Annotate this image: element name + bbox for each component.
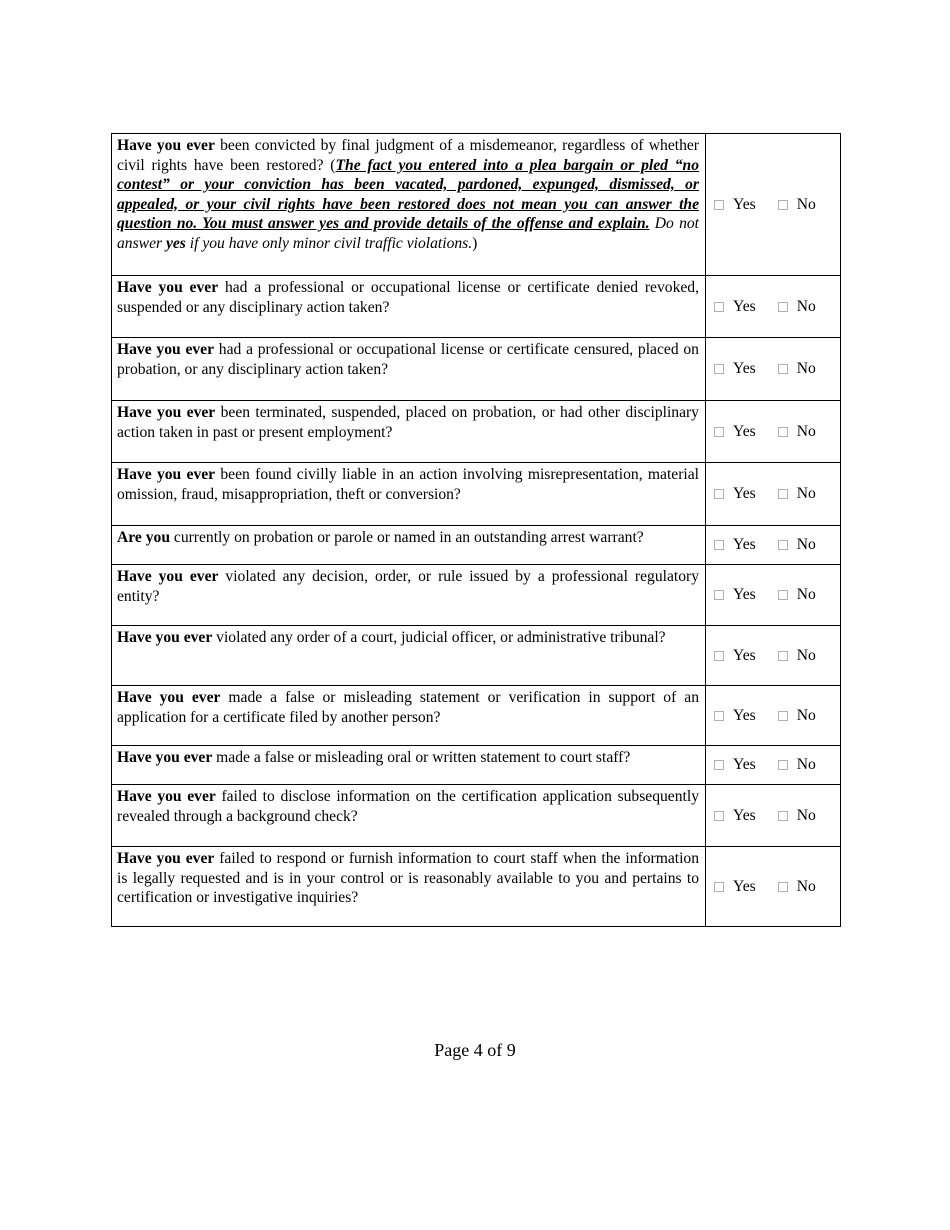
yes-checkbox[interactable] xyxy=(714,540,724,550)
answer-options xyxy=(706,423,840,441)
no-checkbox[interactable] xyxy=(778,651,788,661)
question-text xyxy=(112,338,706,401)
question-lead: Are you xyxy=(117,529,170,546)
question-text xyxy=(112,401,706,463)
question-text xyxy=(112,526,706,565)
no-option[interactable] xyxy=(778,536,816,554)
question-body: currently on probation or parole or named in an outstanding arrest warrant? xyxy=(170,529,644,546)
question-lead: Have you ever xyxy=(117,341,215,358)
yes-checkbox[interactable] xyxy=(714,882,724,892)
no-label: No xyxy=(796,706,816,724)
no-checkbox[interactable] xyxy=(778,302,788,312)
no-checkbox[interactable] xyxy=(778,711,788,721)
no-checkbox[interactable] xyxy=(778,760,788,770)
no-label: No xyxy=(796,646,816,664)
yes-option[interactable] xyxy=(714,536,756,554)
answer-cell xyxy=(706,565,841,626)
answer-options xyxy=(706,707,840,725)
question-lead: Have you ever xyxy=(117,788,216,805)
answer-cell xyxy=(706,401,841,463)
questionnaire-body xyxy=(112,134,841,927)
yes-option[interactable] xyxy=(714,647,756,665)
yes-checkbox[interactable] xyxy=(714,427,724,437)
no-checkbox[interactable] xyxy=(778,811,788,821)
no-option[interactable] xyxy=(778,298,816,316)
no-option[interactable] xyxy=(778,196,816,214)
question-lead: Have you ever xyxy=(117,568,219,585)
no-label: No xyxy=(796,586,816,603)
no-checkbox[interactable] xyxy=(778,489,788,499)
no-option[interactable] xyxy=(778,707,816,725)
answer-cell xyxy=(706,338,841,401)
page-number: Page 4 of 9 xyxy=(434,1040,516,1060)
no-checkbox[interactable] xyxy=(778,882,788,892)
yes-label: Yes xyxy=(733,877,756,895)
question-lead: Have you ever xyxy=(117,466,216,483)
no-label: No xyxy=(796,536,816,553)
question-text xyxy=(112,847,706,927)
no-option[interactable] xyxy=(778,647,816,665)
question-body: had a professional or occupational license or certificate denied revoked, suspended or any disciplinary action taken? xyxy=(117,279,699,316)
yes-checkbox[interactable] xyxy=(714,302,724,312)
no-label: No xyxy=(796,297,816,315)
yes-checkbox[interactable] xyxy=(714,711,724,721)
question-lead: Have you ever xyxy=(117,137,215,154)
question-body: made a false or misleading statement or verification in support of an application for a certificate filed by another person? xyxy=(117,689,699,726)
questionnaire-table xyxy=(111,133,841,927)
no-label: No xyxy=(796,422,816,440)
question-close: ) xyxy=(472,234,478,252)
answer-options xyxy=(706,586,840,604)
yes-option[interactable] xyxy=(714,878,756,896)
answer-cell xyxy=(706,847,841,927)
no-option[interactable] xyxy=(778,485,816,503)
question-body: had a professional or occupational license or certificate censured, placed on probation, or any disciplinary action taken? xyxy=(117,341,699,378)
question-body: violated any order of a court, judicial officer, or administrative tribunal? xyxy=(212,629,666,646)
question-text xyxy=(112,134,706,276)
yes-label: Yes xyxy=(733,297,756,315)
question-lead: Have you ever xyxy=(117,404,216,421)
question-emphasis: The fact you entered into a plea bargain or pled “no contest” or your conviction has been vacated, pardoned, expunged, dismissed, or appealed, or your civil rights have been restored does not mean you can answer the question no. You must answer yes and provide details of the offense and explain. xyxy=(117,156,700,232)
question-row-10 xyxy=(112,746,841,785)
question-text xyxy=(112,276,706,338)
yes-option[interactable] xyxy=(714,485,756,503)
no-checkbox[interactable] xyxy=(778,427,788,437)
no-label: No xyxy=(796,195,816,213)
answer-options xyxy=(706,360,840,378)
no-checkbox[interactable] xyxy=(778,540,788,550)
yes-checkbox[interactable] xyxy=(714,200,724,210)
yes-option[interactable] xyxy=(714,423,756,441)
yes-option[interactable] xyxy=(714,196,756,214)
question-row-6 xyxy=(112,526,841,565)
answer-options xyxy=(706,807,840,825)
no-option[interactable] xyxy=(778,878,816,896)
answer-options xyxy=(706,647,840,665)
question-lead: Have you ever xyxy=(117,279,219,296)
yes-checkbox[interactable] xyxy=(714,590,724,600)
yes-option[interactable] xyxy=(714,707,756,725)
answer-options xyxy=(706,485,840,503)
question-row-2 xyxy=(112,276,841,338)
no-label: No xyxy=(796,877,816,895)
answer-cell xyxy=(706,686,841,746)
yes-label: Yes xyxy=(733,806,756,824)
answer-options xyxy=(706,196,840,214)
no-label: No xyxy=(796,756,816,773)
no-option[interactable] xyxy=(778,756,816,774)
question-row-4 xyxy=(112,401,841,463)
answer-options xyxy=(706,878,840,896)
question-row-5 xyxy=(112,463,841,526)
question-text xyxy=(112,686,706,746)
no-checkbox[interactable] xyxy=(778,200,788,210)
yes-option[interactable] xyxy=(714,756,756,774)
question-lead: Have you ever xyxy=(117,689,221,706)
question-note: Do not answer xyxy=(117,215,699,252)
yes-checkbox[interactable] xyxy=(714,811,724,821)
question-lead: Have you ever xyxy=(117,749,213,766)
answer-cell xyxy=(706,276,841,338)
yes-checkbox[interactable] xyxy=(714,489,724,499)
answer-options xyxy=(706,756,840,774)
question-body: been found civilly liable in an action involving misrepresentation, material omission, fraud, misappropriation, theft or conversion? xyxy=(117,466,699,503)
question-note-bold: yes xyxy=(165,234,186,252)
question-body: been terminated, suspended, placed on probation, or had other disciplinary action taken in past or present employment? xyxy=(117,404,699,441)
yes-label: Yes xyxy=(733,195,756,213)
question-body: been convicted by final judgment of a misdemeanor, regardless of whether civil rights have been restored? ( xyxy=(117,137,699,174)
no-label: No xyxy=(796,485,816,502)
question-row-3 xyxy=(112,338,841,401)
answer-options xyxy=(706,536,840,554)
yes-option[interactable] xyxy=(714,807,756,825)
no-checkbox[interactable] xyxy=(778,590,788,600)
question-row-12 xyxy=(112,847,841,927)
no-label: No xyxy=(796,360,816,377)
answer-options xyxy=(706,298,840,316)
yes-label: Yes xyxy=(733,422,756,440)
yes-checkbox[interactable] xyxy=(714,760,724,770)
question-note: if you have only minor civil traffic violations. xyxy=(185,234,473,252)
answer-cell xyxy=(706,134,841,276)
no-option[interactable] xyxy=(778,423,816,441)
question-row-9 xyxy=(112,686,841,746)
question-text xyxy=(112,565,706,626)
question-row-7 xyxy=(112,565,841,626)
answer-cell xyxy=(706,526,841,565)
yes-checkbox[interactable] xyxy=(714,364,724,374)
yes-label: Yes xyxy=(733,536,756,553)
no-option[interactable] xyxy=(778,807,816,825)
yes-label: Yes xyxy=(733,485,756,502)
no-label: No xyxy=(796,806,816,824)
question-text xyxy=(112,463,706,526)
yes-option[interactable] xyxy=(714,298,756,316)
yes-checkbox[interactable] xyxy=(714,651,724,661)
yes-label: Yes xyxy=(733,586,756,603)
question-row-8 xyxy=(112,626,841,686)
question-text xyxy=(112,746,706,785)
answer-cell xyxy=(706,463,841,526)
question-text xyxy=(112,626,706,686)
no-checkbox[interactable] xyxy=(778,364,788,374)
answer-cell xyxy=(706,746,841,785)
question-body: made a false or misleading oral or written statement to court staff? xyxy=(212,749,631,766)
yes-label: Yes xyxy=(733,706,756,724)
question-lead: Have you ever xyxy=(117,850,215,867)
no-option[interactable] xyxy=(778,360,816,378)
question-text xyxy=(112,785,706,847)
question-row-1 xyxy=(112,134,841,276)
answer-cell xyxy=(706,626,841,686)
question-body: violated any decision, order, or rule issued by a professional regulatory entity? xyxy=(117,568,699,605)
no-option[interactable] xyxy=(778,586,816,604)
yes-option[interactable] xyxy=(714,360,756,378)
yes-label: Yes xyxy=(733,756,756,773)
question-body: failed to disclose information on the certification application subsequently revealed through a background check? xyxy=(117,788,699,825)
question-row-11 xyxy=(112,785,841,847)
question-lead: Have you ever xyxy=(117,629,213,646)
yes-label: Yes xyxy=(733,646,756,664)
yes-option[interactable] xyxy=(714,586,756,604)
question-body: failed to respond or furnish information to court staff when the information is legally requested and is in your control or is reasonably available to you and pertains to certification or investigative inquiries? xyxy=(117,850,699,906)
answer-cell xyxy=(706,785,841,847)
yes-label: Yes xyxy=(733,360,756,377)
